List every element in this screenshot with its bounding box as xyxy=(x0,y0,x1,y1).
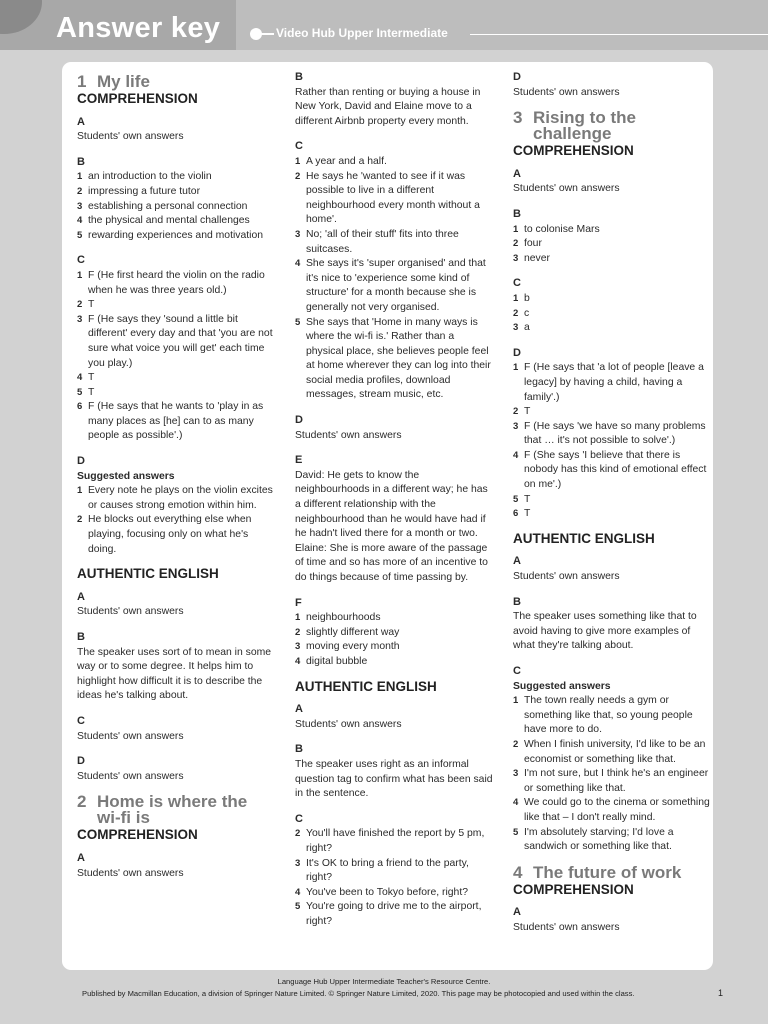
item-text: T xyxy=(524,406,531,418)
answer-text: Students' own answers xyxy=(513,571,620,583)
item-text: to colonise Mars xyxy=(524,223,600,235)
answer-item xyxy=(513,252,711,267)
item-text: F (She says 'I believe that there is nobody has this kind of emotional effect on me'.) xyxy=(524,449,707,491)
answer-block xyxy=(513,207,711,266)
subsection-heading: AUTHENTIC ENGLISH xyxy=(77,566,219,582)
exercise-label: C xyxy=(77,714,85,727)
item-number: 4 xyxy=(77,372,83,384)
footer-credit: Language Hub Upper Intermediate Teacher's Resource Centre. xyxy=(277,977,491,986)
section-name: My life xyxy=(97,72,150,91)
item-number: 5 xyxy=(295,316,301,328)
item-number: 5 xyxy=(77,386,83,398)
item-text: F (He says that he wants to 'play in as many places as [he] can to as many people as possible'.) xyxy=(88,401,264,442)
corner-decoration xyxy=(0,0,42,34)
subsection-heading: COMPREHENSION xyxy=(77,827,198,843)
section-title xyxy=(513,862,711,882)
exercise-label: D xyxy=(513,346,521,359)
answer-text: The speaker uses sort of to mean in some way or to some degree. It helps him to highlight how difficult it is to describe the ideas he's talking about. xyxy=(77,646,272,702)
section-number: 2 xyxy=(77,792,87,812)
answer-item xyxy=(513,405,711,420)
answer-item xyxy=(295,857,493,886)
item-text: a xyxy=(524,322,530,334)
item-number: 2 xyxy=(295,828,301,840)
item-number: 3 xyxy=(295,641,301,653)
item-text: four xyxy=(524,238,542,250)
item-text: T xyxy=(524,508,531,520)
subsection-heading: COMPREHENSION xyxy=(513,143,634,159)
section-number: 4 xyxy=(513,862,523,882)
item-number: 3 xyxy=(295,228,301,240)
answer-block xyxy=(77,155,275,244)
item-text: I'm absolutely starving; I'd love a sandwich or something like that. xyxy=(524,826,674,853)
answer-block xyxy=(295,596,493,670)
exercise-label: B xyxy=(295,743,303,756)
answer-item xyxy=(77,513,275,557)
answer-item xyxy=(295,316,493,404)
answer-item xyxy=(295,886,493,901)
item-text: digital bubble xyxy=(306,655,368,667)
item-text: F (He says 'we have so many problems that … it's not possible to solve'.) xyxy=(524,420,706,447)
suggested-answers-label: Suggested answers xyxy=(513,680,611,692)
answer-item xyxy=(513,796,711,825)
item-text: F (He says they 'sound a little bit different' every day and that 'you are not sure what voice you will get' each time you play.) xyxy=(88,313,273,369)
item-number: 1 xyxy=(513,292,519,304)
divider xyxy=(260,33,274,35)
item-number: 1 xyxy=(77,171,83,183)
item-number: 3 xyxy=(513,768,519,780)
exercise-label: A xyxy=(513,555,521,568)
subsection-heading: COMPREHENSION xyxy=(513,881,634,897)
answer-item xyxy=(295,900,493,929)
answer-item xyxy=(77,200,275,215)
answer-block xyxy=(513,70,711,100)
exercise-label: A xyxy=(513,167,521,180)
item-text: T xyxy=(524,493,531,505)
answer-text: Students' own answers xyxy=(77,606,184,618)
answer-block xyxy=(513,276,711,335)
item-number: 1 xyxy=(295,155,301,167)
exercise-label: B xyxy=(295,71,303,83)
answer-text: Students' own answers xyxy=(295,718,402,730)
item-text: We could go to the cinema or something like that – I don't really mind. xyxy=(524,797,710,823)
item-number: 4 xyxy=(513,797,519,809)
exercise-label: A xyxy=(295,703,303,716)
exercise-label: C xyxy=(513,665,521,677)
answer-item xyxy=(77,484,275,513)
answer-item xyxy=(513,361,711,405)
item-number: 2 xyxy=(77,514,83,526)
page-number: 1 xyxy=(718,988,724,998)
answer-block xyxy=(295,139,493,403)
item-number: 2 xyxy=(295,170,301,182)
item-number: 4 xyxy=(513,449,519,461)
exercise-label: B xyxy=(513,595,521,608)
answer-item xyxy=(513,223,711,238)
item-number: 2 xyxy=(513,738,519,750)
item-text: A year and a half. xyxy=(306,155,387,167)
answer-block xyxy=(295,812,493,930)
answer-block xyxy=(295,702,493,732)
subsection-heading: AUTHENTIC ENGLISH xyxy=(513,530,655,546)
answer-item xyxy=(295,626,493,641)
answer-item xyxy=(77,170,275,185)
answer-text: The speaker uses right as an informal question tag to confirm what has been said in the sentence. xyxy=(295,758,493,800)
item-number: 1 xyxy=(77,269,83,281)
item-text: rewarding experiences and motivation xyxy=(88,229,264,241)
footer-copyright: Published by Macmillan Education, a division of Springer Nature Limited. © Springer Nature Limited, 2020. This page may be photocopied and used within the class. xyxy=(82,989,635,998)
item-number: 4 xyxy=(295,258,301,270)
answer-text: The speaker uses something like that to avoid having to give more examples of what they're talking about. xyxy=(513,611,697,652)
item-number: 3 xyxy=(513,420,519,432)
answer-item xyxy=(77,229,275,244)
subsection-heading: COMPREHENSION xyxy=(77,91,198,106)
answer-text: Students' own answers xyxy=(77,770,184,782)
answer-item xyxy=(77,269,275,298)
exercise-label: C xyxy=(77,254,85,267)
section-name: Home is where the wi-fi is xyxy=(97,792,248,828)
answer-block xyxy=(77,253,275,444)
answer-text: Students' own answers xyxy=(77,730,184,742)
item-text: the physical and mental challenges xyxy=(88,215,250,227)
item-number: 6 xyxy=(513,508,519,520)
item-number: 3 xyxy=(77,313,83,325)
section-name: The future of work xyxy=(533,862,682,882)
answer-item xyxy=(295,170,493,228)
item-number: 1 xyxy=(513,695,519,707)
answer-text: Students' own answers xyxy=(77,131,184,143)
item-text: T xyxy=(88,386,95,398)
answer-text: Rather than renting or buying a house in New York, David and Elaine move to a different Airbnb property every month. xyxy=(295,86,481,127)
answer-item xyxy=(513,321,711,336)
item-text: He blocks out everything else when playing, focusing only on what he's doing. xyxy=(88,514,252,555)
answer-item xyxy=(513,507,711,522)
item-text: never xyxy=(524,252,550,264)
answer-block xyxy=(295,742,493,801)
page-title: Answer key xyxy=(56,12,221,44)
item-text: He says he 'wanted to see if it was possible to live in a different neighbourhood every month without a home'. xyxy=(306,170,480,226)
item-number: 3 xyxy=(513,252,519,264)
answer-item xyxy=(295,155,493,170)
answer-item xyxy=(513,767,711,796)
exercise-label: A xyxy=(513,906,521,919)
answer-item xyxy=(77,371,275,386)
item-text: an introduction to the violin xyxy=(88,171,212,183)
section-name: Rising to the challenge xyxy=(533,108,636,144)
item-text: F (He first heard the violin on the radio when he was three years old.) xyxy=(88,269,265,296)
answer-block xyxy=(77,851,275,881)
item-text: You've been to Tokyo before, right? xyxy=(306,886,469,898)
item-text: moving every month xyxy=(306,641,400,653)
answer-block xyxy=(77,754,275,784)
answer-item xyxy=(513,307,711,322)
column-3 xyxy=(513,70,711,946)
item-number: 2 xyxy=(513,238,519,250)
column-1 xyxy=(77,70,275,891)
item-text: b xyxy=(524,292,530,304)
exercise-label: B xyxy=(77,631,85,643)
exercise-label: B xyxy=(513,207,521,220)
answer-item xyxy=(77,185,275,200)
item-number: 1 xyxy=(295,612,301,624)
exercise-label: C xyxy=(513,277,521,290)
column-2 xyxy=(295,70,493,939)
section-title xyxy=(77,794,275,826)
item-number: 2 xyxy=(77,299,83,311)
item-number: 2 xyxy=(513,406,519,418)
item-number: 5 xyxy=(513,493,519,505)
answer-block xyxy=(77,630,275,704)
section-number: 3 xyxy=(513,108,523,128)
exercise-label: A xyxy=(77,115,85,128)
item-number: 6 xyxy=(77,401,83,413)
item-text: It's OK to bring a friend to the party, right? xyxy=(306,857,469,884)
item-text: I'm not sure, but I think he's an engineer or something like that. xyxy=(524,768,709,794)
item-text: You'll have finished the report by 5 pm, right? xyxy=(306,828,485,854)
exercise-label: A xyxy=(77,851,85,864)
item-text: When I finish university, I'd like to be an economist or something like that. xyxy=(524,738,706,765)
answer-block xyxy=(295,70,493,129)
item-number: 5 xyxy=(77,229,83,241)
answer-item xyxy=(513,292,711,307)
answer-block xyxy=(513,905,711,935)
exercise-label: A xyxy=(77,590,85,603)
answer-block xyxy=(77,454,275,557)
item-text: You're going to drive me to the airport, right? xyxy=(306,901,482,927)
exercise-label: C xyxy=(295,812,303,825)
item-number: 5 xyxy=(513,826,519,838)
item-text: slightly different way xyxy=(306,626,400,638)
subsection-heading: AUTHENTIC ENGLISH xyxy=(295,678,437,694)
suggested-answers-label: Suggested answers xyxy=(77,470,175,482)
answer-item xyxy=(77,386,275,401)
answer-item xyxy=(513,493,711,508)
item-text: She says it's 'super organised' and that it's nice to 'experience some kind of structure' for a month because she is generally not very organised. xyxy=(306,258,486,313)
answer-item xyxy=(77,214,275,229)
item-number: 4 xyxy=(295,886,301,898)
answer-text: Students' own answers xyxy=(77,867,184,879)
item-number: 5 xyxy=(295,901,301,913)
answer-block xyxy=(513,664,711,855)
answer-block xyxy=(77,115,275,145)
answer-item xyxy=(513,420,711,449)
exercise-label: B xyxy=(77,155,85,168)
answer-block xyxy=(513,595,711,654)
answer-block xyxy=(513,167,711,197)
divider xyxy=(470,34,768,35)
answer-item xyxy=(77,400,275,444)
item-number: 1 xyxy=(513,223,519,235)
answer-block xyxy=(513,554,711,584)
exercise-label: D xyxy=(77,755,85,768)
item-number: 2 xyxy=(295,626,301,638)
exercise-label: C xyxy=(295,140,303,153)
item-number: 2 xyxy=(77,185,83,197)
answer-item xyxy=(513,738,711,767)
answer-block xyxy=(295,453,493,585)
item-text: F (He says that 'a lot of people [leave a legacy] by having a child, having a family'.) xyxy=(524,362,704,403)
item-number: 4 xyxy=(295,655,301,667)
answer-block xyxy=(77,714,275,744)
item-number: 3 xyxy=(77,200,83,212)
header-band xyxy=(236,0,768,50)
answer-item xyxy=(513,694,711,738)
answer-item xyxy=(295,655,493,670)
exercise-label: D xyxy=(295,414,303,427)
exercise-label: E xyxy=(295,454,303,467)
item-text: No; 'all of their stuff' fits into three suitcases. xyxy=(306,228,459,255)
answer-item xyxy=(77,313,275,371)
answer-text: David: He gets to know the neighbourhoods in a different way; he has a different relationship with the neighbourhood than he would have had if he hadn't lived there for a month or two. Elaine: She is more aware of the passage of time and so has more of an incentive to do things because of time passing by. xyxy=(295,469,488,583)
answer-text: Students' own answers xyxy=(513,183,620,195)
item-text: The town really needs a gym or something like that, so young people have more to do. xyxy=(524,695,693,736)
answer-text: Students' own answers xyxy=(513,921,620,933)
answer-text: Students' own answers xyxy=(295,429,402,441)
answer-item xyxy=(295,827,493,856)
section-title xyxy=(77,74,275,90)
page-header xyxy=(0,0,768,50)
item-number: 2 xyxy=(513,307,519,319)
answer-item xyxy=(295,257,493,315)
section-title xyxy=(513,110,711,142)
item-number: 3 xyxy=(513,322,519,334)
item-text: neighbourhoods xyxy=(306,612,381,624)
item-number: 1 xyxy=(77,485,83,497)
item-text: T xyxy=(88,299,95,311)
answer-card xyxy=(62,62,713,970)
item-text: establishing a personal connection xyxy=(88,200,248,212)
item-text: c xyxy=(524,307,530,319)
item-text: She says that 'Home in many ways is where the wi-fi is.' Rather than a physical place, she believes people feel at home wherever they can log into their social media profiles, download messages, stream music, etc. xyxy=(306,316,491,401)
exercise-label: D xyxy=(513,71,521,83)
section-number: 1 xyxy=(77,72,87,91)
answer-block xyxy=(295,413,493,443)
item-number: 4 xyxy=(77,215,83,227)
answer-item xyxy=(295,228,493,257)
item-number: 3 xyxy=(295,857,301,869)
answer-block xyxy=(77,590,275,620)
answer-item xyxy=(295,611,493,626)
item-text: Every note he plays on the violin excites or causes strong emotion within him. xyxy=(88,485,273,511)
item-text: T xyxy=(88,372,95,384)
exercise-label: F xyxy=(295,596,302,609)
exercise-label: D xyxy=(77,455,85,468)
answer-item xyxy=(513,237,711,252)
item-number: 1 xyxy=(513,362,519,374)
answer-item xyxy=(513,449,711,493)
answer-item xyxy=(295,640,493,655)
answer-block xyxy=(513,346,711,522)
answer-item xyxy=(77,298,275,313)
answer-item xyxy=(513,826,711,855)
item-text: impressing a future tutor xyxy=(88,185,201,197)
course-title: Video Hub Upper Intermediate xyxy=(276,26,448,40)
answer-text: Students' own answers xyxy=(513,86,620,98)
